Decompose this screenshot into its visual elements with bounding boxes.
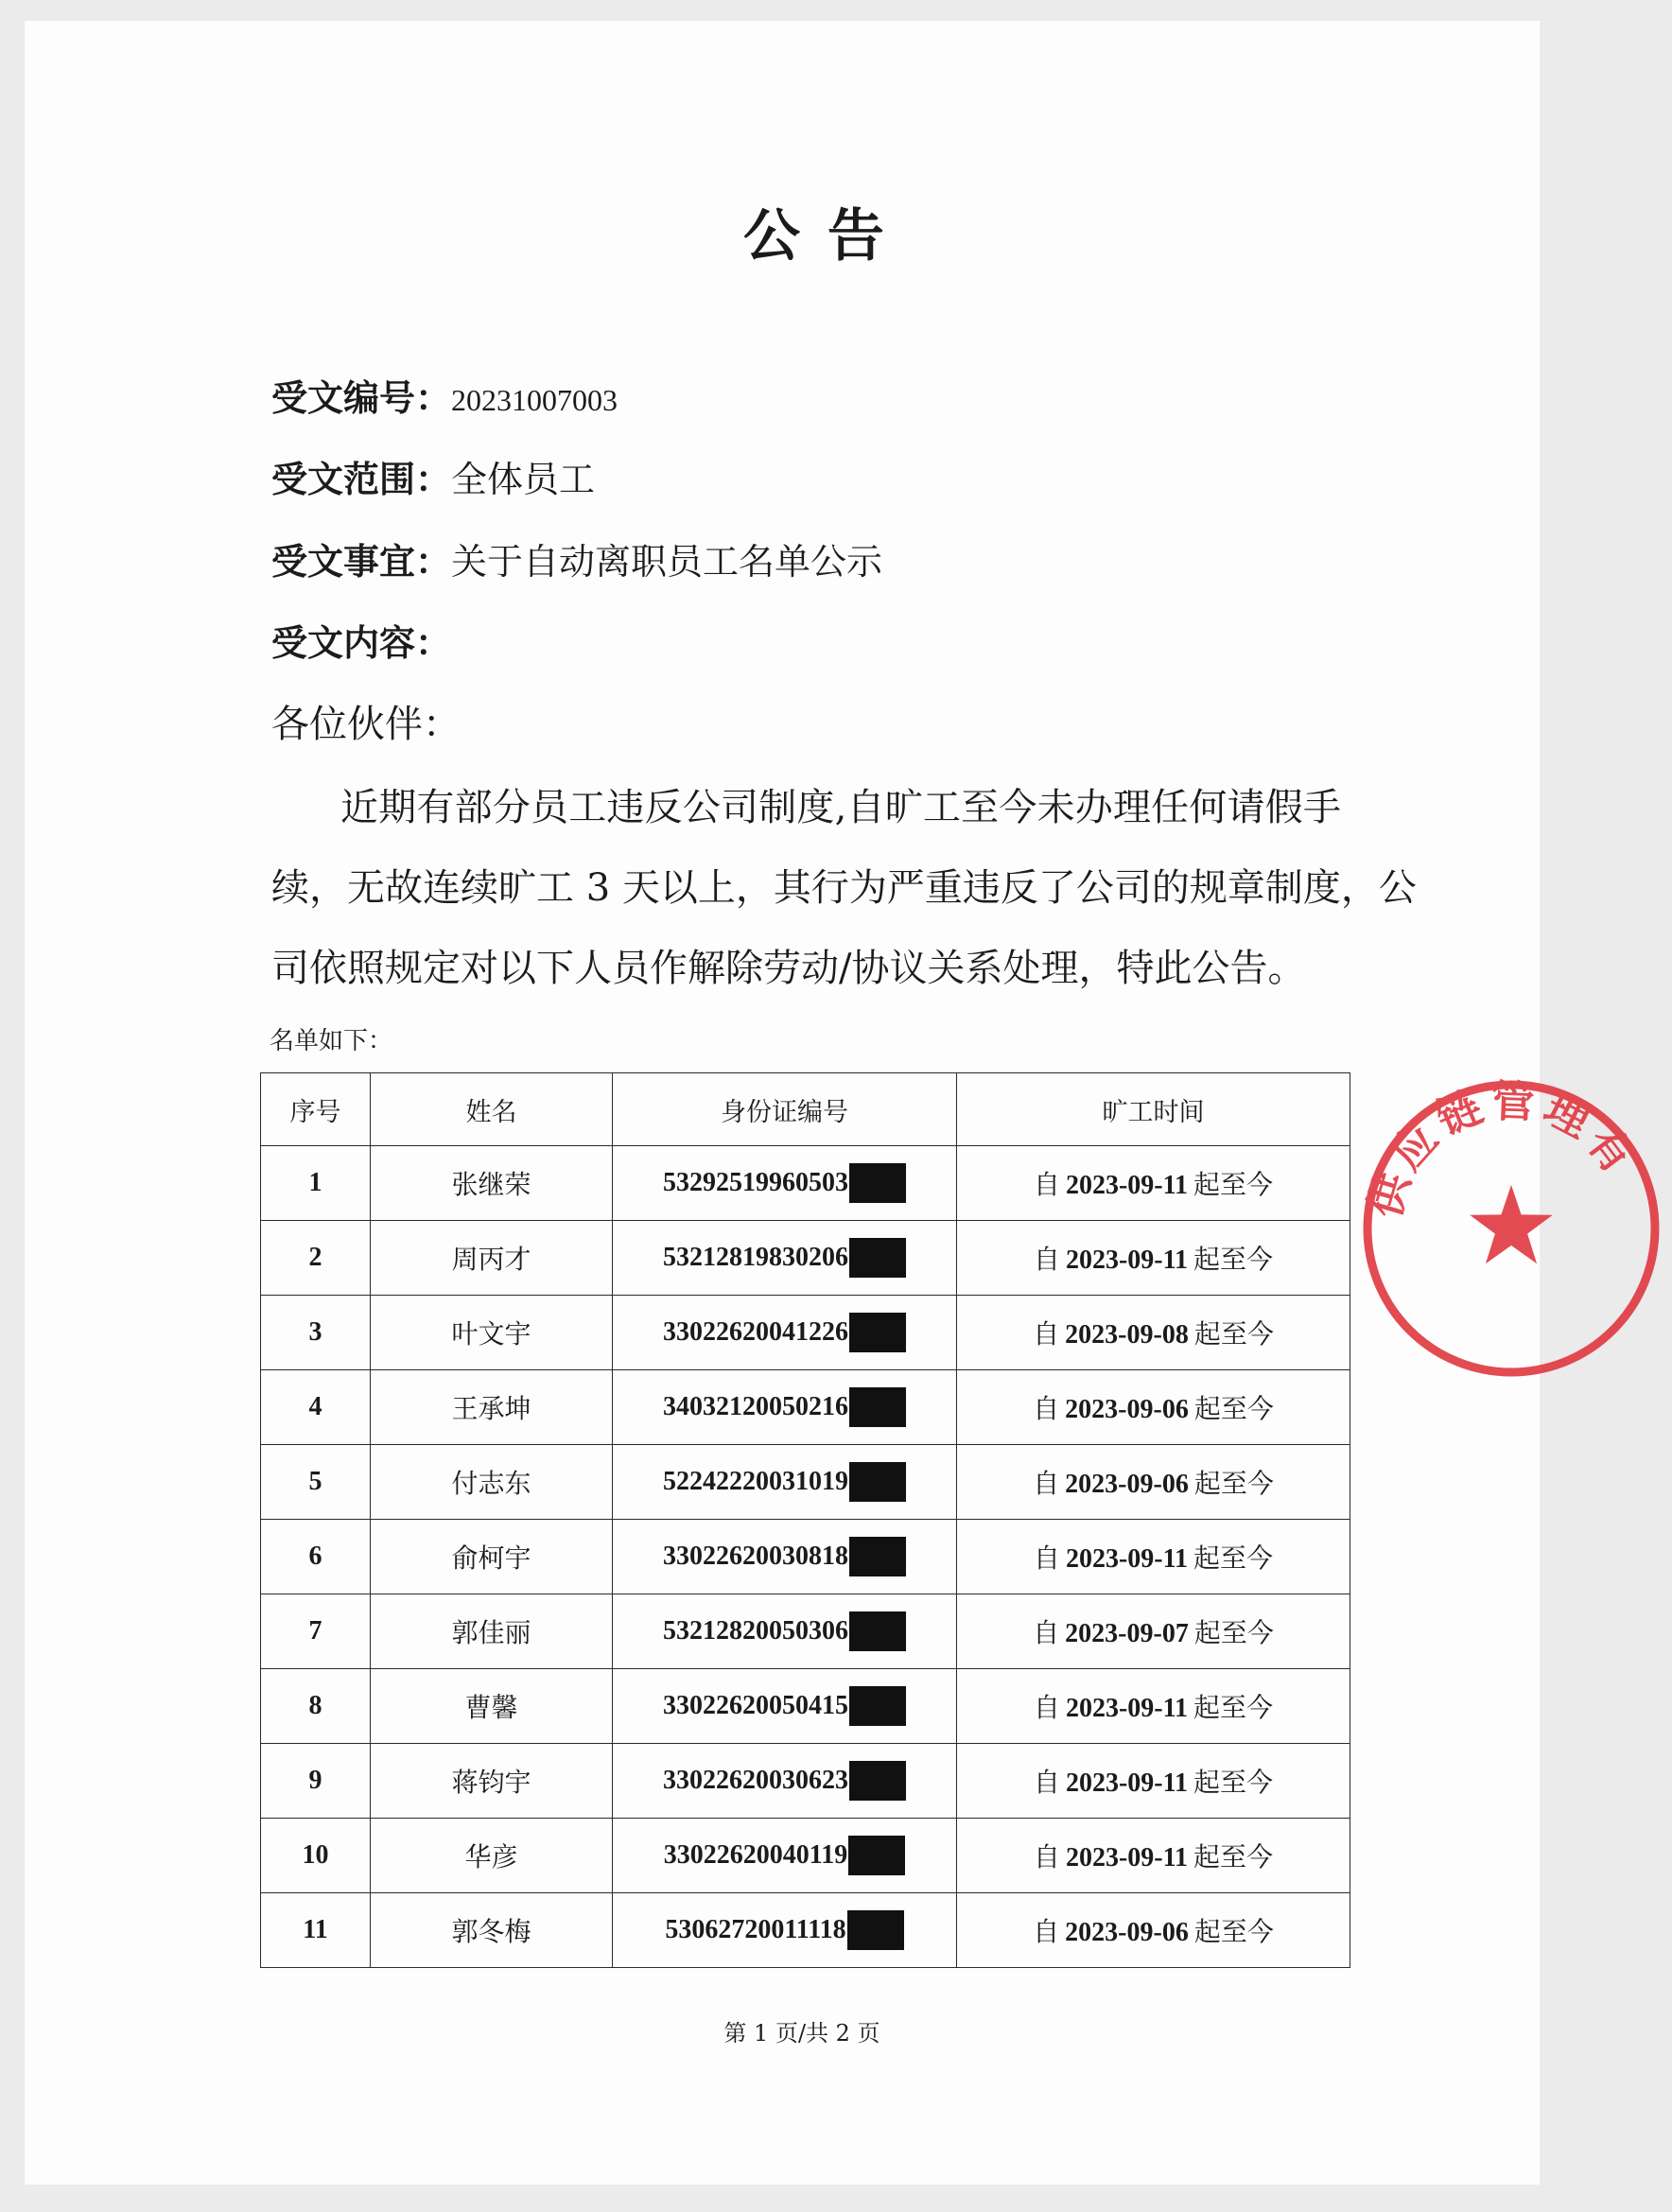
time-prefix: 自 <box>1033 1619 1060 1648</box>
header-absence-time: 旷工时间 <box>957 1073 1350 1146</box>
redaction-box <box>849 1238 906 1278</box>
list-intro: 名单如下： <box>270 1027 393 1055</box>
time-prefix: 自 <box>1033 1171 1060 1200</box>
cell-id-number <box>613 1669 957 1744</box>
time-prefix: 自 <box>1033 1320 1060 1350</box>
cell-absence-time <box>957 1296 1350 1370</box>
cell-serial: 5 <box>261 1445 371 1520</box>
seal-text: 供应链管理有 <box>1358 1075 1647 1224</box>
absence-start-date: 2023-09-06 <box>1065 1395 1189 1424</box>
id-visible-digits: 33022620040119 <box>663 1840 848 1870</box>
cell-name: 俞柯宇 <box>371 1520 613 1594</box>
cell-id-number <box>613 1744 957 1819</box>
time-suffix: 起至今 <box>1193 1245 1274 1275</box>
header-name: 姓名 <box>371 1073 613 1146</box>
redaction-box <box>849 1163 906 1203</box>
table-row <box>261 1296 1350 1370</box>
time-suffix: 起至今 <box>1193 1918 1274 1947</box>
cell-name: 张继荣 <box>371 1146 613 1221</box>
table-row <box>261 1445 1350 1520</box>
cell-serial: 7 <box>261 1594 371 1669</box>
field-label: 受文范围： <box>271 459 452 500</box>
cell-name: 郭冬梅 <box>371 1893 613 1968</box>
table-row <box>261 1744 1350 1819</box>
cell-serial: 10 <box>261 1819 371 1893</box>
redaction-box <box>847 1910 904 1950</box>
time-suffix: 起至今 <box>1193 1768 1274 1798</box>
cell-id-number <box>613 1370 957 1445</box>
table-row <box>261 1221 1350 1296</box>
table-row <box>261 1146 1350 1221</box>
absence-start-date: 2023-09-11 <box>1065 1843 1189 1872</box>
cell-name: 周丙才 <box>371 1221 613 1296</box>
table-row <box>261 1594 1350 1669</box>
field-scope <box>271 459 596 500</box>
cell-serial: 6 <box>261 1520 371 1594</box>
document-title: 公 告 <box>743 203 888 270</box>
time-suffix: 起至今 <box>1193 1171 1274 1200</box>
cell-id-number <box>613 1296 957 1370</box>
cell-id-number <box>613 1520 957 1594</box>
staff-table <box>260 1072 1350 1968</box>
id-visible-digits: 52242220031019 <box>663 1467 848 1496</box>
time-suffix: 起至今 <box>1193 1470 1274 1499</box>
field-label: 受文事宜： <box>271 541 452 583</box>
cell-absence-time <box>957 1893 1350 1968</box>
time-prefix: 自 <box>1033 1694 1060 1723</box>
company-seal <box>1350 1068 1672 1389</box>
cell-absence-time <box>957 1221 1350 1296</box>
header-id-number: 身份证编号 <box>613 1073 957 1146</box>
cell-name: 郭佳丽 <box>371 1594 613 1669</box>
cell-name: 曹馨 <box>371 1669 613 1744</box>
redaction-box <box>849 1686 906 1726</box>
cell-absence-time <box>957 1370 1350 1445</box>
staff-table-body <box>261 1146 1350 1968</box>
time-prefix: 自 <box>1033 1768 1060 1798</box>
field-doc-number <box>271 377 618 419</box>
cell-serial: 4 <box>261 1370 371 1445</box>
time-suffix: 起至今 <box>1193 1843 1274 1872</box>
time-suffix: 起至今 <box>1193 1619 1274 1648</box>
cell-name: 王承坤 <box>371 1370 613 1445</box>
cell-serial: 2 <box>261 1221 371 1296</box>
cell-absence-time <box>957 1669 1350 1744</box>
field-value: 全体员工 <box>451 459 596 500</box>
time-prefix: 自 <box>1033 1470 1060 1499</box>
id-visible-digits: 53212819830206 <box>663 1243 848 1272</box>
cell-id-number <box>613 1819 957 1893</box>
time-prefix: 自 <box>1033 1395 1060 1424</box>
cell-name: 付志东 <box>371 1445 613 1520</box>
absence-start-date: 2023-09-06 <box>1065 1918 1189 1947</box>
absence-start-date: 2023-09-11 <box>1065 1694 1189 1723</box>
page-footer: 第 1 页/共 2 页 <box>723 2020 880 2047</box>
redaction-box <box>849 1537 906 1576</box>
body-paragraph-line: 司依照规定对以下人员作解除劳动/协议关系处理，特此公告。 <box>271 947 1306 990</box>
table-row <box>261 1819 1350 1893</box>
cell-name: 蒋钧宇 <box>371 1744 613 1819</box>
redaction-box <box>849 1462 906 1502</box>
time-suffix: 起至今 <box>1193 1544 1274 1574</box>
star-icon <box>1470 1185 1553 1263</box>
id-visible-digits: 34032120050216 <box>663 1392 848 1421</box>
id-visible-digits: 53062720011118 <box>665 1915 846 1944</box>
field-label: 受文内容： <box>271 622 452 664</box>
absence-start-date: 2023-09-08 <box>1065 1320 1189 1350</box>
time-prefix: 自 <box>1033 1544 1060 1574</box>
table-header-row <box>261 1073 1350 1146</box>
id-visible-digits: 53212820050306 <box>663 1616 848 1646</box>
absence-start-date: 2023-09-07 <box>1065 1619 1189 1648</box>
cell-serial: 9 <box>261 1744 371 1819</box>
redaction-box <box>849 1611 906 1651</box>
table-row <box>261 1669 1350 1744</box>
absence-start-date: 2023-09-06 <box>1065 1470 1189 1499</box>
cell-absence-time <box>957 1520 1350 1594</box>
cell-serial: 11 <box>261 1893 371 1968</box>
absence-start-date: 2023-09-11 <box>1065 1245 1189 1275</box>
id-visible-digits: 53292519960503 <box>663 1168 848 1197</box>
redaction-box <box>849 1387 906 1427</box>
cell-serial: 1 <box>261 1146 371 1221</box>
field-content <box>271 622 452 664</box>
cell-absence-time <box>957 1819 1350 1893</box>
field-value: 20231007003 <box>451 383 618 417</box>
absence-start-date: 2023-09-11 <box>1065 1768 1189 1798</box>
time-prefix: 自 <box>1033 1918 1060 1947</box>
time-suffix: 起至今 <box>1193 1694 1274 1723</box>
time-prefix: 自 <box>1033 1245 1060 1275</box>
cell-serial: 8 <box>261 1669 371 1744</box>
cell-id-number <box>613 1594 957 1669</box>
field-value: 关于自动离职员工名单公示 <box>451 541 883 583</box>
cell-id-number <box>613 1221 957 1296</box>
cell-id-number <box>613 1893 957 1968</box>
cell-name: 叶文宇 <box>371 1296 613 1370</box>
cell-id-number <box>613 1146 957 1221</box>
cell-absence-time <box>957 1744 1350 1819</box>
field-subject <box>271 541 883 583</box>
table-row <box>261 1370 1350 1445</box>
redaction-box <box>849 1313 906 1352</box>
time-suffix: 起至今 <box>1193 1395 1274 1424</box>
body-paragraph-line: 续，无故连续旷工 3 天以上，其行为严重违反了公司的规章制度，公 <box>271 866 1417 910</box>
id-visible-digits: 33022620030623 <box>663 1766 848 1795</box>
cell-absence-time <box>957 1594 1350 1669</box>
id-visible-digits: 33022620030818 <box>663 1541 848 1571</box>
cell-id-number <box>613 1445 957 1520</box>
table-row <box>261 1520 1350 1594</box>
field-label: 受文编号： <box>271 377 452 419</box>
cell-absence-time <box>957 1445 1350 1520</box>
cell-serial: 3 <box>261 1296 371 1370</box>
redaction-box <box>848 1836 905 1875</box>
header-serial: 序号 <box>261 1073 371 1146</box>
salutation: 各位伙伴： <box>271 703 461 746</box>
id-visible-digits: 33022620041226 <box>663 1317 848 1347</box>
table-row <box>261 1893 1350 1968</box>
cell-name: 华彦 <box>371 1819 613 1893</box>
id-visible-digits: 33022620050415 <box>663 1691 848 1720</box>
cell-absence-time <box>957 1146 1350 1221</box>
redaction-box <box>849 1761 906 1801</box>
time-suffix: 起至今 <box>1193 1320 1274 1350</box>
absence-start-date: 2023-09-11 <box>1065 1544 1189 1574</box>
body-paragraph-line: 近期有部分员工违反公司制度,自旷工至今未办理任何请假手 <box>340 786 1341 829</box>
time-prefix: 自 <box>1033 1843 1060 1872</box>
absence-start-date: 2023-09-11 <box>1065 1171 1189 1200</box>
